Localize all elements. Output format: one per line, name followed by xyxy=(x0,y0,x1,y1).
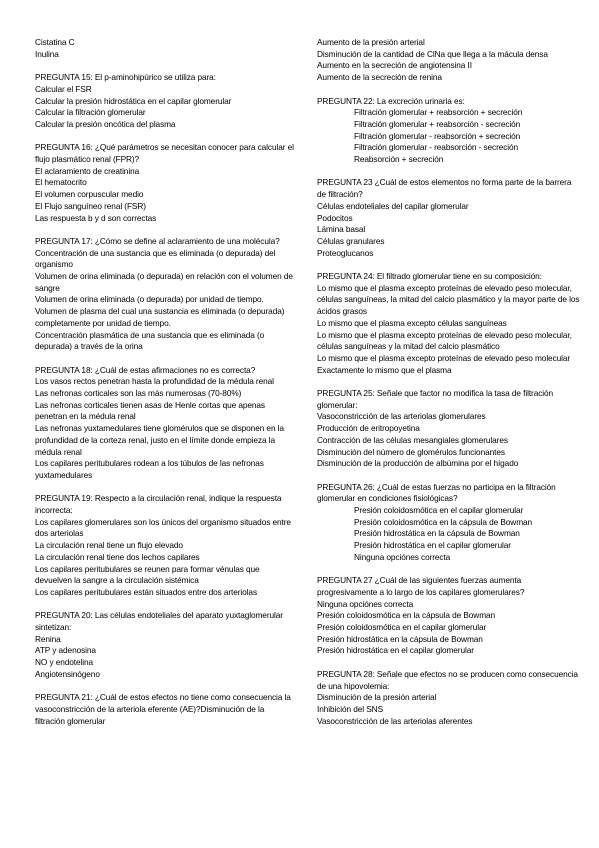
answer-option: Filtración glomerular - reabsorción - secreción xyxy=(354,142,519,153)
answer-option: El volumen corpuscular medio xyxy=(35,189,144,200)
answer-option: Ninguna opciónes correcta xyxy=(317,598,414,609)
question-block xyxy=(317,388,582,470)
question-block xyxy=(317,669,582,728)
question-block xyxy=(317,482,582,564)
answer-option: Lo mismo que el plasma excepto células sanguíneas xyxy=(317,317,507,328)
answer-option: Filtración glomerular + reabsorción - secreción xyxy=(354,118,521,129)
answer-option: Angiotensinógeno xyxy=(35,668,100,679)
answer-option: Vasoconstricción de las arteriolas glomerulares xyxy=(317,411,486,422)
answer-option: Calcular la filtración glomerular xyxy=(35,107,146,118)
question-block xyxy=(317,271,582,376)
answer-option: Disminución de la producción de albúmina por el hígado xyxy=(317,458,519,469)
question-block xyxy=(35,236,295,353)
answer-option: El hematocrito xyxy=(35,177,87,188)
answer-option: Calcular la presión oncótica del plasma xyxy=(35,118,176,129)
question-block xyxy=(317,575,582,657)
answer-option: Lámina basal xyxy=(317,224,366,235)
question-text: PREGUNTA 17: ¿Cómo se define al aclaramiento de una molécula? xyxy=(35,235,280,246)
answer-option: Calcular la presión hidrostática en el capilar glomerular xyxy=(35,95,232,106)
answer-option: Disminución de la presión arterial xyxy=(317,692,437,703)
answer-option: Proteoglucanos xyxy=(317,247,374,258)
question-block xyxy=(35,72,295,131)
answer-option: Lo mismo que el plasma excepto proteínas de elevado peso molecular, células sanguíneas y la mitad del calcio plasmático xyxy=(317,329,572,352)
question-block xyxy=(317,37,582,84)
question-text: PREGUNTA 26: ¿Cuál de estas fuerzas no participa en la filtración glomerular en condiciones fisiológicas? xyxy=(317,481,556,504)
question-text: PREGUNTA 15: El p-aminohipúrico se utiliza para: xyxy=(35,72,216,83)
answer-option: La circulación renal tiene un flujo elevado xyxy=(35,540,183,551)
answer-option: NO y endotelina xyxy=(35,657,93,668)
answer-option: Lo mismo que el plasma excepto proteínas de elevado peso molecular, células sanguíneas, la mitad del calcio plasmático y la mayor parte de los ácidos grasos xyxy=(317,282,580,317)
question-text: PREGUNTA 22: La excreción urinaria es: xyxy=(317,95,465,106)
answer-option: Inulina xyxy=(35,48,59,59)
question-text: PREGUNTA 19: Respecto a la circulación renal, indique la respuesta incorrecta: xyxy=(35,493,282,516)
answer-option: Presión hidrostática en la cápsula de Bowman xyxy=(317,633,483,644)
answer-option: Disminución de la cantidad de ClNa que llega a la mácula densa xyxy=(317,48,548,59)
answer-option: Presión coloidosmótica en la cápsula de Bowman xyxy=(354,516,533,527)
question-text: PREGUNTA 24: El filtrado glomerular tiene en su composición: xyxy=(317,271,542,282)
answer-option: Volumen de plasma del cual una sustancia es eliminada (o depurada) completamente por unidad de tiempo. xyxy=(35,306,285,328)
question-block xyxy=(35,610,295,680)
question-block xyxy=(35,493,295,598)
answer-option: Volumen de orina eliminada (o depurada) por unidad de tiempo. xyxy=(35,294,264,305)
question-text: PREGUNTA 25: Señale que factor no modifica la tasa de filtración glomerular: xyxy=(317,388,554,410)
question-text: PREGUNTA 16: ¿Qué parámetros se necesitan conocer para calcular el flujo plasmático renal (FPR)? xyxy=(35,142,294,164)
question-block xyxy=(317,177,582,259)
question-block xyxy=(35,692,295,727)
answer-option: Presión coloidosmótica en el capilar glomerular xyxy=(354,505,524,516)
question-text: PREGUNTA 27 ¿Cuál de las siguientes fuerzas aumenta progresivamente a lo largo de los capilares glomerulares? xyxy=(317,575,525,597)
answer-option: Los capilares peritubulares se reunen para formar vénulas que devuelven la sangre a la circulación sistémica xyxy=(35,563,260,586)
answer-option: Los capilares glomerulares son los únicos del organismo situados entre dos arteriolas xyxy=(35,516,291,539)
question-text: PREGUNTA 20: Las células endoteliales del aparato yuxtaglomerular sintetizan: xyxy=(35,610,283,633)
answer-option: Calcular el FSR xyxy=(35,83,92,94)
question-text: PREGUNTA 28: Señale que efectos no se producen como consecuencia de una hipovolemia: xyxy=(317,668,578,691)
question-block xyxy=(317,96,582,166)
answer-option: Las nefronas corticales son las más numerosas (70-80%) xyxy=(35,388,242,399)
answer-option: El aclaramiento de creatinina xyxy=(35,165,140,176)
answer-option: Filtración glomerular - reabsorción + secreción xyxy=(354,130,521,141)
answer-option: El Flujo sanguíneo renal (FSR) xyxy=(35,200,146,211)
answer-option: Las nefronas yuxtamedulares tiene glomérulos que se disponen en la profundidad de la corteza renal, justo en el límite donde empieza la médula renal xyxy=(35,423,284,457)
answer-option: Aumento de la presión arterial xyxy=(317,37,425,47)
answer-option: Producción de eritropoyetina xyxy=(317,423,420,434)
answer-option: Filtración glomerular + reabsorción + secreción xyxy=(354,107,523,118)
question-text: PREGUNTA 21: ¿Cuál de estos efectos no tiene como consecuencia la vasoconstricción de la arteriola eferente (AE)?Disminución de la filtración glomerular xyxy=(35,692,291,726)
answer-option: ATP y adenosina xyxy=(35,645,96,656)
answer-option: Los capilares peritubulares rodean a los túbulos de las nefronas yuxtamedulares xyxy=(35,458,264,480)
answer-option: Vasoconstricción de las arteriolas aferentes xyxy=(317,715,473,726)
answer-option: Inhibición del SNS xyxy=(317,703,383,714)
answer-option: Contracción de las células mesangiales glomerulares xyxy=(317,434,508,445)
answer-option: Exactamente lo mismo que el plasma xyxy=(317,364,452,375)
answer-option: Presión hidrostática en el capilar glomerular xyxy=(354,540,511,551)
question-block xyxy=(35,37,295,60)
answer-option: Concentración de una sustancia que es eliminada (o depurada) del organismo xyxy=(35,247,276,270)
question-block xyxy=(35,142,295,224)
answer-option: Ninguna opciónes correcta xyxy=(354,551,451,562)
right-column xyxy=(317,37,582,739)
answer-option: Disminución del número de glomérulos funcionantes xyxy=(317,446,505,457)
answer-option: Aumento en la secreción de angiotensina II xyxy=(317,60,472,71)
answer-option: Presión coloidosmótica en la cápsula de Bowman xyxy=(317,610,496,621)
answer-option: Reabsorción + secreción xyxy=(354,154,444,165)
question-text: PREGUNTA 23 ¿Cuál de estos elementos no forma parte de la barrera de filtración? xyxy=(317,177,572,200)
answer-option: Los capilares peritubulares están situados entre dos arteriolas xyxy=(35,586,257,597)
answer-option: Presión coloidosmótica en el capilar glomerular xyxy=(317,622,487,633)
left-column xyxy=(35,37,295,739)
answer-option: Células endoteliales del capilar glomerular xyxy=(317,200,469,211)
answer-option: Los vasos rectos penetran hasta la profundidad de la médula renal xyxy=(35,376,274,387)
answer-option: Presión hidrostática en la cápsula de Bowman xyxy=(354,528,520,539)
answer-option: Presión hidrostática en el capilar glomerular xyxy=(317,645,474,656)
answer-option: Concentración plasmática de una sustancia que es eliminada (o depurada) a través de la orina xyxy=(35,329,265,352)
answer-option: Aumento de la secreción de renina xyxy=(317,72,442,83)
question-text: PREGUNTA 18: ¿Cuál de estas afirmaciones no es correcta? xyxy=(35,364,256,375)
answer-option: Podocitos xyxy=(317,212,353,223)
answer-option: Cistatina C xyxy=(35,37,75,47)
answer-option: Las respuesta b y d son correctas xyxy=(35,212,157,223)
answer-option: Volumen de orina eliminada (o depurada) en relación con el volumen de sangre xyxy=(35,271,293,293)
answer-option: Células granulares xyxy=(317,235,385,246)
answer-option: Lo mismo que el plasma excepto proteínas de elevado peso molecular xyxy=(317,352,571,363)
answer-option: Renina xyxy=(35,633,61,644)
answer-option: Las nefronas corticales tienen asas de Henle cortas que apenas penetran en la médula renal xyxy=(35,399,265,422)
question-block xyxy=(35,365,295,482)
answer-option: La circulación renal tiene dos lechos capilares xyxy=(35,551,200,562)
